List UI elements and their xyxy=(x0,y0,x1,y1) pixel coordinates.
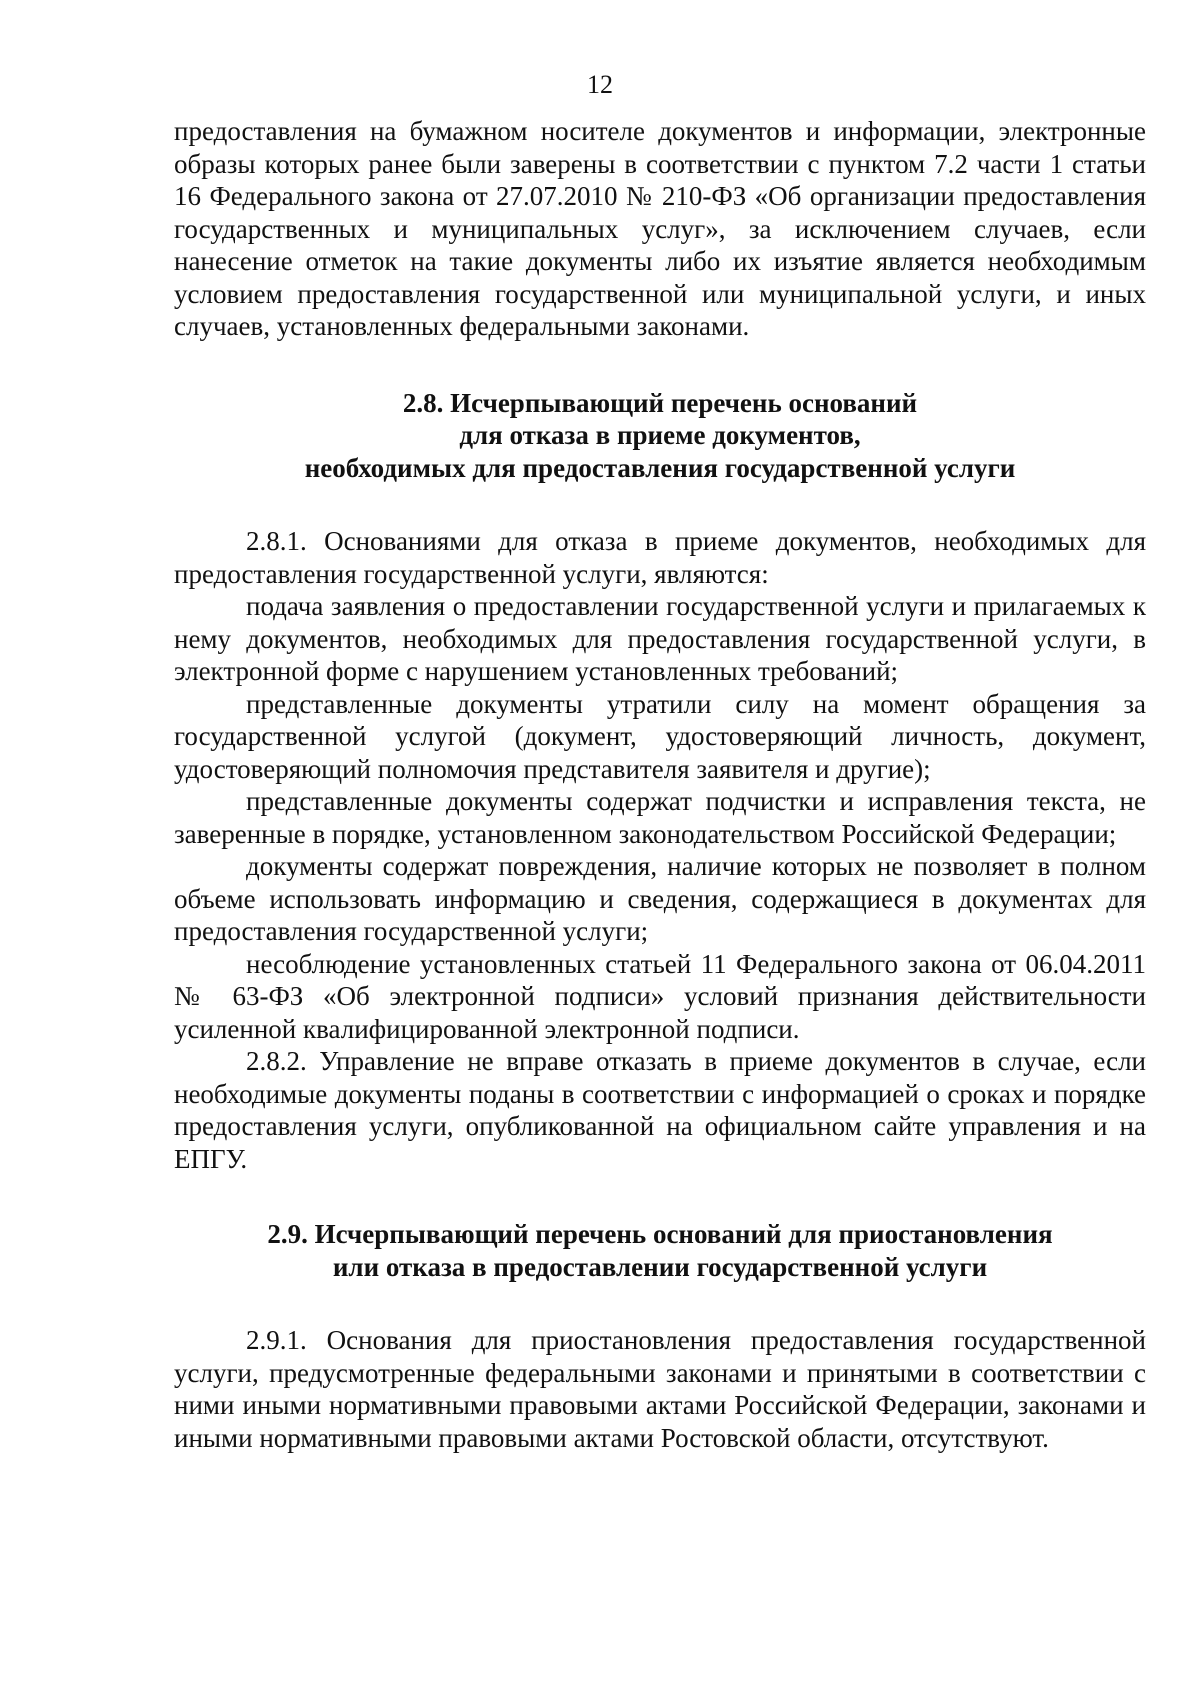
paragraph-list-item: несоблюдение установленных статьей 11 Федерального закона от 06.04.2011 № 63-ФЗ «Об электронной подписи» условий признания действительности усиленной квалифицированной электронной подписи. xyxy=(174,948,1146,1044)
heading-line: необходимых для предоставления государственной услуги xyxy=(304,452,1016,483)
heading-line: или отказа в предоставлении государственной услуги xyxy=(332,1251,988,1282)
paragraph-list-item: документы содержат повреждения, наличие которых не позволяет в полном объеме использовать информацию и сведения, содержащиеся в документах для предоставления государственной услуги; xyxy=(174,851,1146,946)
heading-line: 2.9. Исчерпывающий перечень оснований для приостановления xyxy=(267,1219,1053,1249)
page-number: 12 xyxy=(587,70,613,99)
heading-line: 2.8. Исчерпывающий перечень оснований xyxy=(402,387,918,418)
document-body xyxy=(174,115,1146,1454)
section-2-8-heading xyxy=(174,387,1146,485)
paragraph-2-9-1: 2.9.1. Основания для приостановления предоставления государственной услуги, предусмотренные федеральными законами и принятыми в соответствии с ними иными нормативными правовыми актами Российской Федерации, законами и иными нормативными правовыми актами Ростовской области, отсутствуют. xyxy=(174,1325,1146,1453)
paragraph-list-item: представленные документы утратили силу на момент обращения за государственной услугой (документ, удостоверяющий личность, документ, удостоверяющий полномочия представителя заявителя и другие); xyxy=(174,688,1146,784)
paragraph-2-8-1: 2.8.1. Основаниями для отказа в приеме документов, необходимых для предоставления государственной услуги, являются: xyxy=(174,526,1146,589)
heading-line: для отказа в приеме документов, xyxy=(459,420,861,450)
section-2-9-heading xyxy=(174,1218,1146,1283)
intro-paragraph: предоставления на бумажном носителе документов и информации, электронные образы которых ранее были заверены в соответствии с пунктом 7.2 части 1 статьи 16 Федерального закона от 27.07.2010 № 210-ФЗ «Об организации предоставления государственных и муниципальных услуг», за исключением случаев, если нанесение отметок на такие документы либо их изъятие является необходимым условием предоставления государственной или муниципальной услуги, и иных случаев, установленных федеральными законами. xyxy=(174,116,1146,341)
paragraph-2-8-2: 2.8.2. Управление не вправе отказать в приеме документов в случае, если необходимые документы поданы в соответствии с информацией о сроках и порядке предоставления услуги, опубликованной на официальном сайте управления и на ЕПГУ. xyxy=(174,1046,1146,1174)
paragraph-list-item: подача заявления о предоставлении государственной услуги и прилагаемых к нему документов, необходимых для предоставления государственной услуги, в электронной форме с нарушением установленных требований; xyxy=(174,591,1146,686)
paragraph-list-item: представленные документы содержат подчистки и исправления текста, не заверенные в порядке, установленном законодательством Российской Федерации; xyxy=(174,786,1146,849)
